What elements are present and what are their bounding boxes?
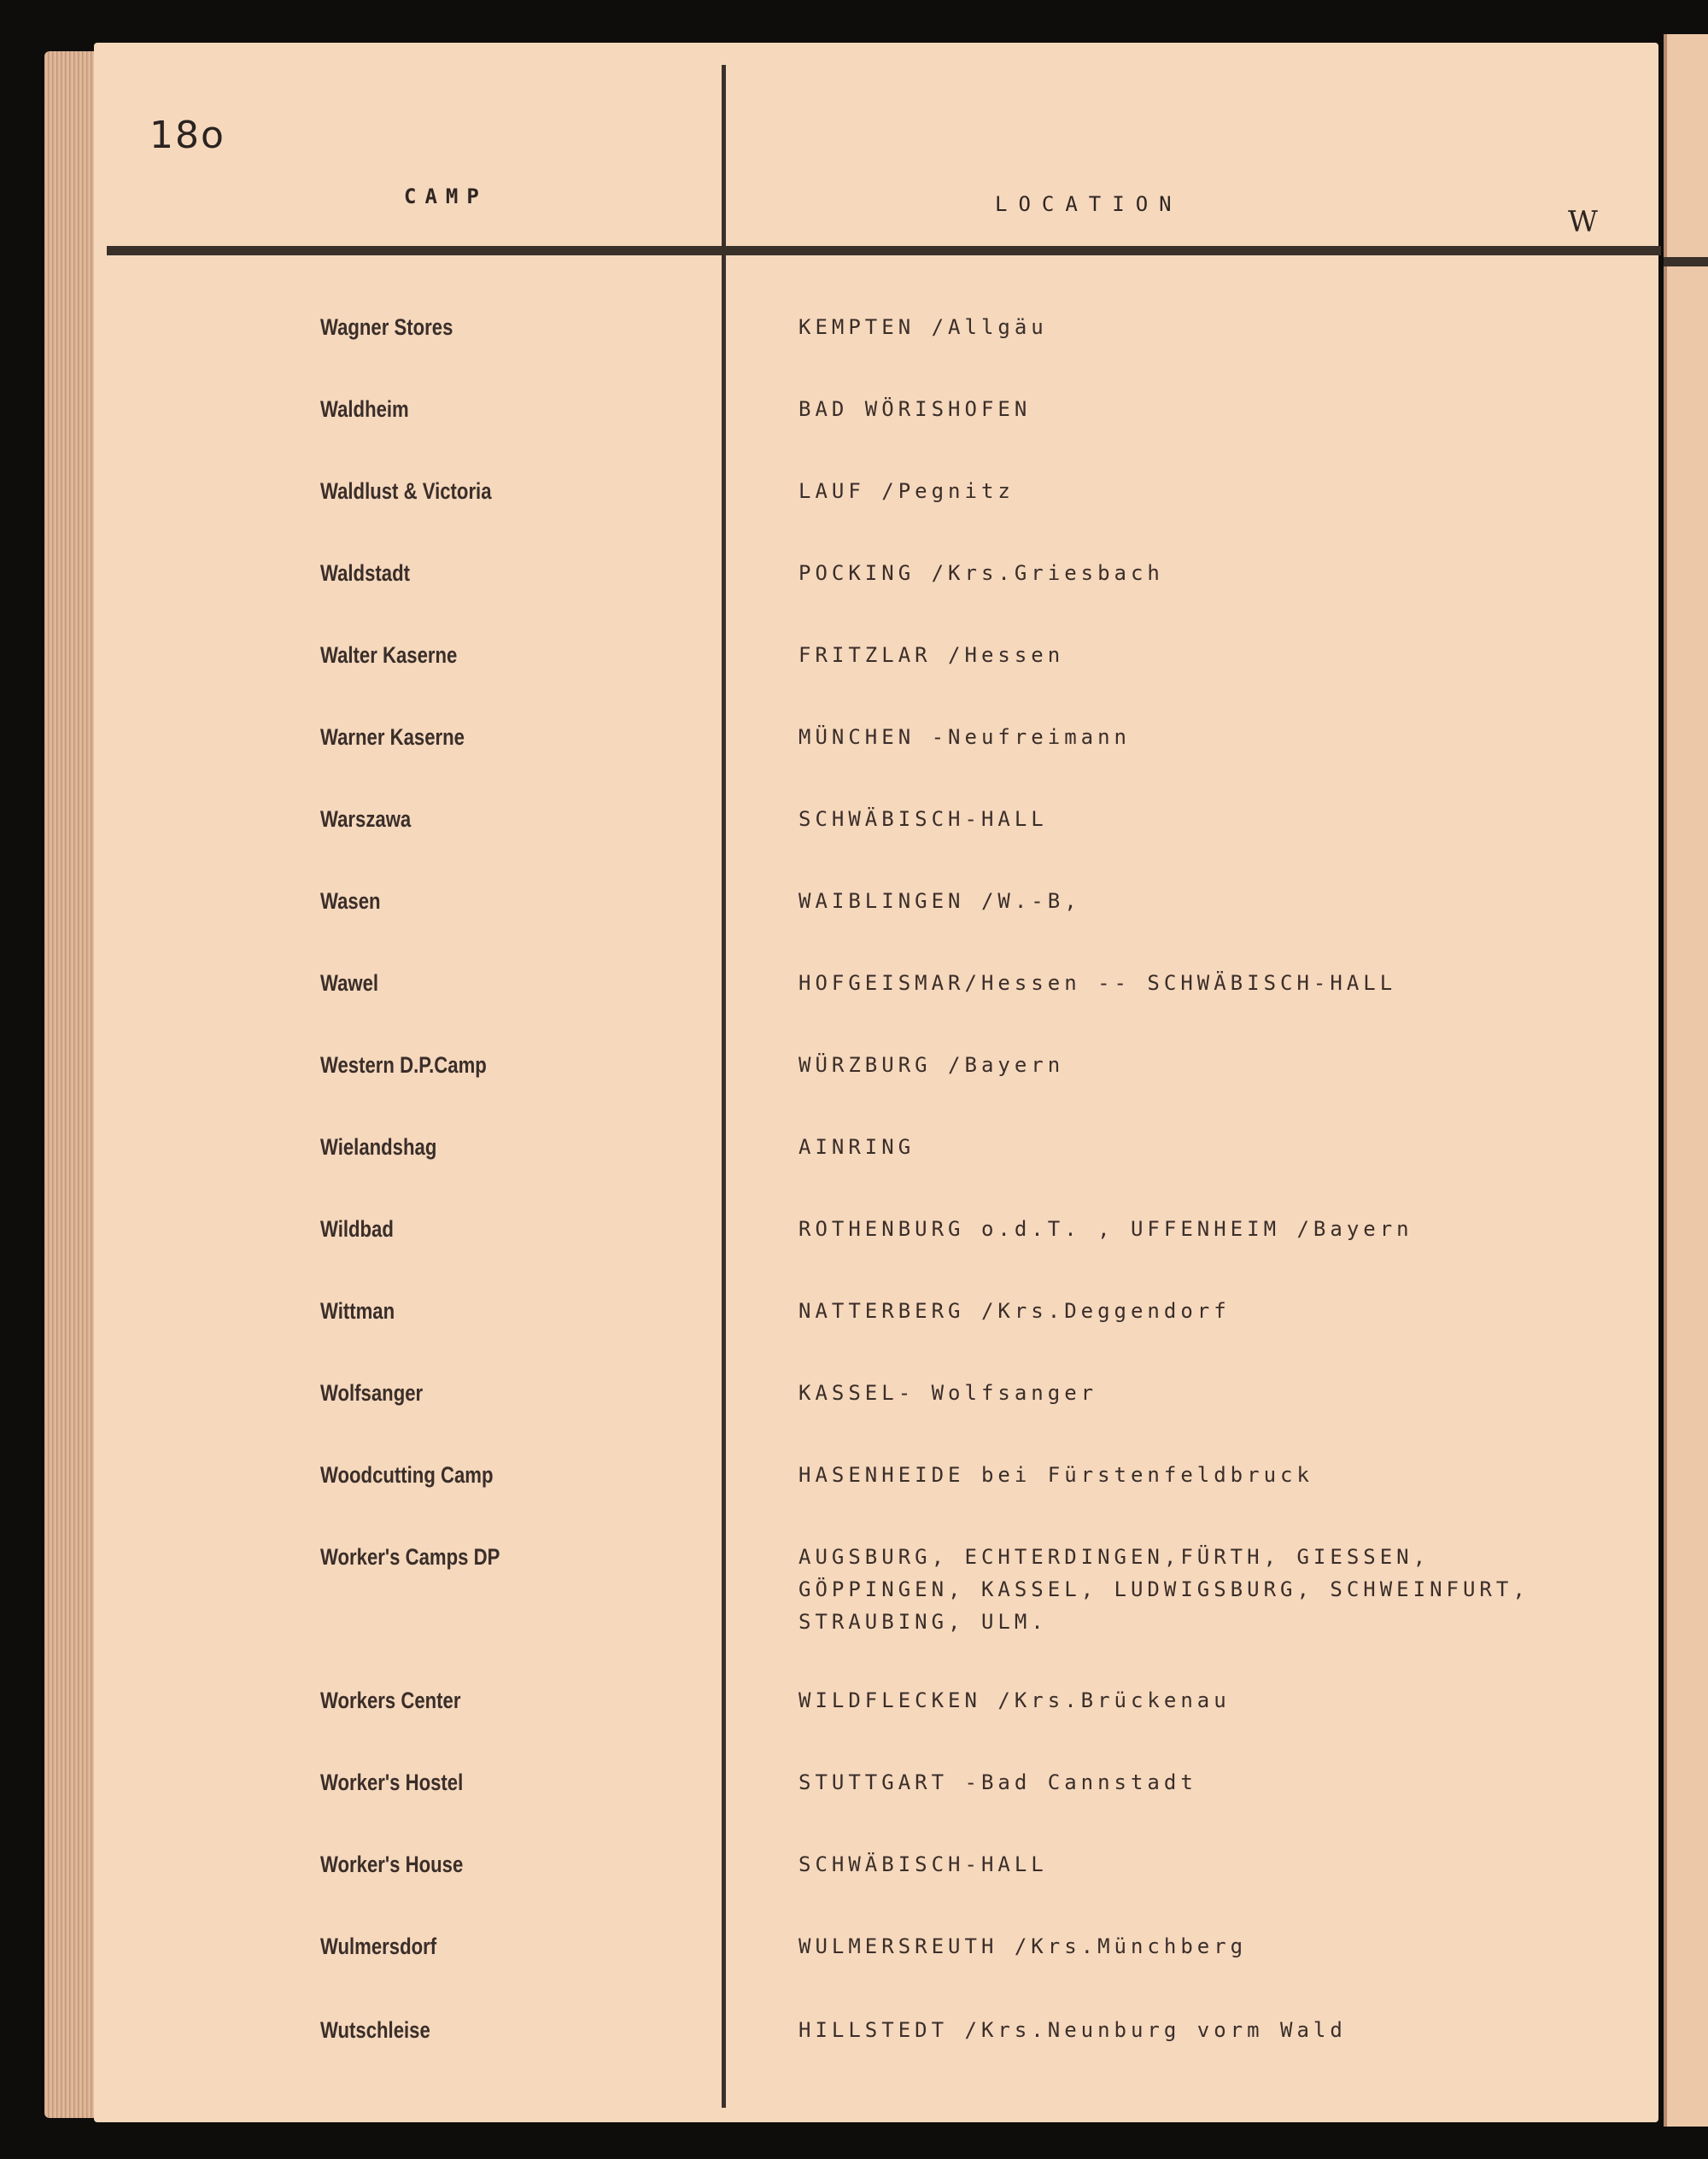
location-line: ROTHENBURG o.d.T. , UFFENHEIM /Bayern — [798, 1217, 1413, 1241]
location-line: STUTTGART -Bad Cannstadt — [798, 1770, 1197, 1794]
camp-name: Worker's House — [320, 1852, 464, 1877]
location-line: FRITZLAR /Hessen — [798, 643, 1065, 667]
location-line: KASSEL- Wolfsanger — [798, 1381, 1098, 1405]
location-line: HASENHEIDE bei Fürstenfeldbruck — [798, 1463, 1313, 1487]
camp-name: Wittman — [320, 1298, 395, 1324]
section-letter: W — [1568, 205, 1598, 239]
location-cell — [798, 1541, 1652, 1638]
location-line: POCKING /Krs.Griesbach — [798, 561, 1164, 585]
camp-name: Waldstadt — [320, 560, 410, 586]
location-line: GÖPPINGEN, KASSEL, LUDWIGSBURG, SCHWEINFURT, — [798, 1577, 1530, 1601]
location-cell — [798, 803, 1652, 835]
location-line: WILDFLECKEN /Krs.Brückenau — [798, 1688, 1231, 1712]
location-line: KEMPTEN /Allgäu — [798, 315, 1048, 339]
camp-name: Waldheim — [320, 396, 409, 422]
page-sheet — [94, 43, 1658, 2122]
page-number: 18o — [149, 114, 225, 157]
location-cell — [798, 1295, 1652, 1327]
camp-name: Wielandshag — [320, 1134, 437, 1160]
camp-name: Wutschleise — [320, 2017, 430, 2043]
page-stack-edge — [44, 51, 96, 2118]
camp-name: Western D.P.Camp — [320, 1052, 487, 1078]
camp-name: Worker's Hostel — [320, 1770, 464, 1795]
location-line: LAUF /Pegnitz — [798, 479, 1015, 503]
camp-name: Wolfsanger — [320, 1380, 424, 1406]
camp-name: Wagner Stores — [320, 314, 453, 340]
location-cell — [798, 1930, 1652, 1963]
location-cell — [798, 1459, 1652, 1491]
location-cell — [798, 2014, 1652, 2046]
location-line: MÜNCHEN -Neufreimann — [798, 725, 1131, 749]
camp-name: Warszawa — [320, 806, 412, 832]
location-line: HOFGEISMAR/Hessen -- SCHWÄBISCH-HALL — [798, 971, 1397, 995]
camp-name: Wulmersdorf — [320, 1934, 437, 1959]
location-cell — [798, 1766, 1652, 1799]
camp-name: Waldlust & Victoria — [320, 478, 492, 504]
location-line: WULMERSREUTH /Krs.Münchberg — [798, 1934, 1248, 1958]
location-cell — [798, 967, 1652, 999]
camp-name: Workers Center — [320, 1688, 461, 1713]
location-cell — [798, 311, 1652, 343]
camp-name: Warner Kaserne — [320, 724, 465, 750]
camp-name: Woodcutting Camp — [320, 1462, 494, 1488]
location-line: SCHWÄBISCH-HALL — [798, 1852, 1048, 1876]
location-cell — [798, 1213, 1652, 1245]
camp-name: Wawel — [320, 970, 379, 996]
camp-column-header: CAMP — [404, 184, 488, 208]
location-line: NATTERBERG /Krs.Deggendorf — [798, 1299, 1231, 1323]
column-divider — [722, 65, 726, 2108]
location-cell — [798, 475, 1652, 507]
location-line: SCHWÄBISCH-HALL — [798, 807, 1048, 831]
location-cell — [798, 1848, 1652, 1881]
location-line: STRAUBING, ULM. — [798, 1610, 1048, 1634]
camp-name: Worker's Camps DP — [320, 1544, 500, 1570]
location-cell — [798, 557, 1652, 589]
location-line: HILLSTEDT /Krs.Neunburg vorm Wald — [798, 2018, 1347, 2042]
camp-name: Walter Kaserne — [320, 642, 458, 668]
location-line: AINRING — [798, 1135, 915, 1159]
location-cell — [798, 721, 1652, 753]
location-cell — [798, 1377, 1652, 1409]
next-page-rule — [1664, 257, 1708, 266]
location-line: WAIBLINGEN /W.-B, — [798, 889, 1081, 913]
next-page-edge — [1664, 34, 1708, 2127]
location-cell — [798, 885, 1652, 917]
location-column-header: LOCATION — [995, 192, 1183, 216]
location-cell — [798, 639, 1652, 671]
camp-name: Wasen — [320, 888, 381, 914]
location-line: WÜRZBURG /Bayern — [798, 1053, 1065, 1077]
location-line: AUGSBURG, ECHTERDINGEN,FÜRTH, GIESSEN, — [798, 1545, 1430, 1569]
location-line: BAD WÖRISHOFEN — [798, 397, 1032, 421]
location-cell — [798, 1049, 1652, 1081]
location-cell — [798, 393, 1652, 425]
location-cell — [798, 1131, 1652, 1163]
camp-name: Wildbad — [320, 1216, 394, 1242]
location-cell — [798, 1684, 1652, 1717]
header-rule — [107, 246, 1661, 255]
